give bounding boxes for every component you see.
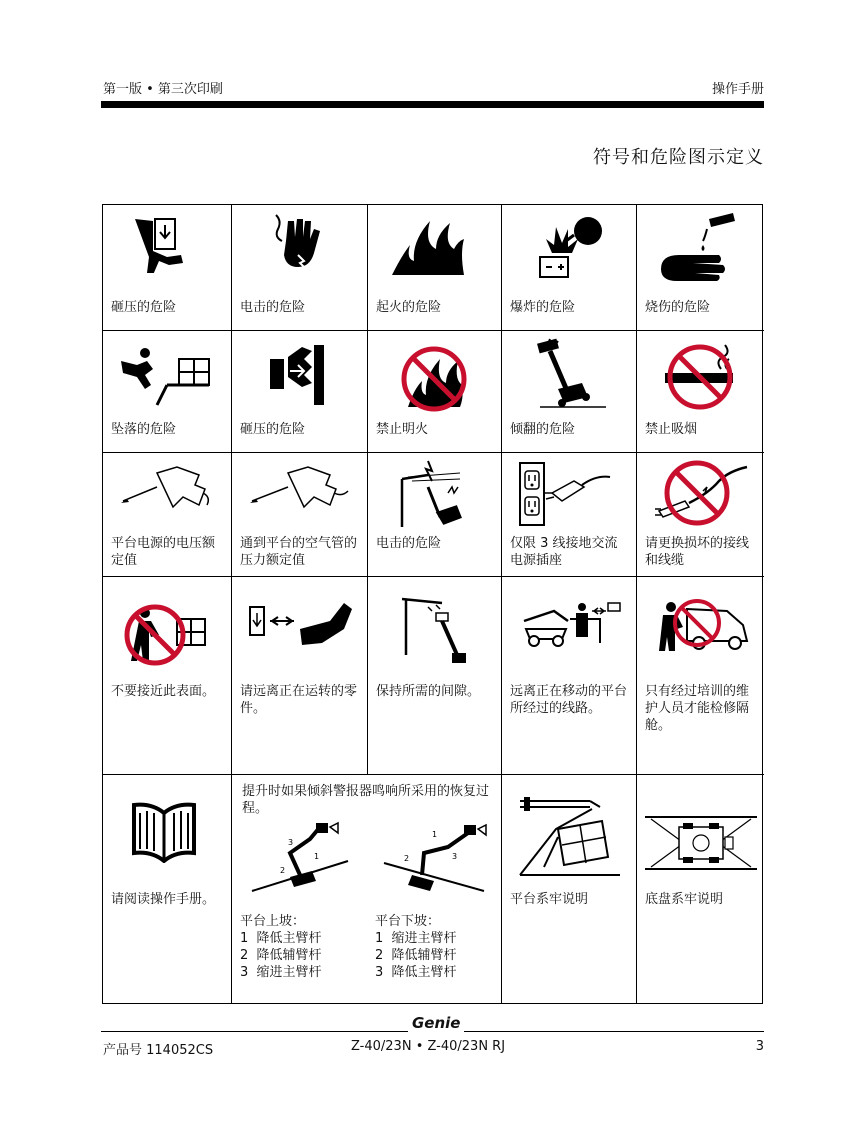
symbol-label: 电击的危险 bbox=[240, 300, 306, 315]
symbol-cell bbox=[103, 205, 232, 331]
symbol-cell bbox=[637, 331, 764, 453]
hazard-symbol-table bbox=[102, 204, 763, 1004]
symbol-label: 底盘系牢说明 bbox=[645, 892, 724, 907]
symbol-label: 请阅读操作手册。 bbox=[111, 892, 216, 907]
footer-part-number: 产品号 114052CS bbox=[103, 1043, 214, 1058]
symbol-label: 平台系牢说明 bbox=[510, 892, 589, 907]
symbol-cell bbox=[502, 577, 637, 775]
genie-logo: Genie bbox=[408, 1014, 464, 1032]
uphill-heading: 平台上坡： bbox=[240, 914, 306, 929]
symbol-cell bbox=[368, 205, 502, 331]
recovery-title: 提升时如果倾斜警报器鸣响所采用的恢复过程。 bbox=[242, 784, 490, 816]
symbol-cell bbox=[103, 577, 232, 775]
symbol-cell bbox=[502, 205, 637, 331]
crush-body-icon bbox=[266, 343, 332, 407]
uphill-step: 1 降低主臂杆 bbox=[240, 931, 322, 946]
symbol-label: 仅限 3 线接地交流电源插座 bbox=[510, 536, 618, 568]
downhill-recovery-diagram-icon bbox=[382, 821, 494, 893]
symbol-cell bbox=[637, 205, 764, 331]
symbol-label: 请更换损坏的接线和线缆 bbox=[645, 536, 750, 568]
air-line-icon bbox=[246, 463, 352, 523]
symbol-label: 起火的危险 bbox=[376, 300, 442, 315]
read-manual-icon bbox=[127, 801, 201, 863]
tilt-recovery-procedure bbox=[232, 775, 502, 1004]
symbol-cell bbox=[502, 331, 637, 453]
fire-icon bbox=[390, 211, 470, 277]
svg-text:1: 1 bbox=[314, 852, 320, 861]
fall-hazard-icon bbox=[117, 347, 213, 409]
symbol-cell bbox=[232, 453, 368, 577]
downhill-step: 1 缩进主臂杆 bbox=[375, 931, 457, 946]
symbol-label: 爆炸的危险 bbox=[510, 300, 576, 315]
uphill-recovery-diagram-icon bbox=[250, 821, 356, 893]
symbol-label: 电击的危险 bbox=[376, 536, 442, 551]
battery-explosion-icon bbox=[528, 211, 608, 283]
symbol-cell bbox=[368, 331, 502, 453]
footer-page-number: 3 bbox=[755, 1039, 764, 1054]
platform-tiedown-icon bbox=[518, 793, 622, 877]
keep-away-surface-icon bbox=[121, 603, 211, 667]
platform-path-icon bbox=[522, 597, 622, 649]
symbol-label: 坠落的危险 bbox=[111, 422, 177, 437]
electrocution-hand-icon bbox=[268, 211, 330, 279]
symbol-cell bbox=[502, 453, 637, 577]
page-title: 符号和危险图示定义 bbox=[593, 147, 764, 168]
symbol-cell bbox=[368, 453, 502, 577]
symbol-cell bbox=[232, 205, 368, 331]
symbol-cell bbox=[637, 453, 764, 577]
header-edition: 第一版 • 第三次印刷 bbox=[103, 82, 223, 97]
footer-model: Z-40/23N • Z-40/23N RJ bbox=[351, 1039, 506, 1054]
symbol-cell bbox=[637, 775, 764, 1004]
symbol-label: 平台电源的电压额定值 bbox=[111, 536, 216, 568]
symbol-label: 只有经过培训的维护人员才能检修隔舱。 bbox=[645, 684, 750, 733]
symbol-cell bbox=[103, 453, 232, 577]
downhill-heading: 平台下坡： bbox=[375, 914, 441, 929]
symbol-label: 通到平台的空气管的压力额定值 bbox=[240, 536, 358, 568]
crush-hand-icon bbox=[131, 211, 201, 273]
symbol-label: 禁止明火 bbox=[376, 422, 429, 437]
tip-over-icon bbox=[530, 335, 610, 411]
clearance-icon bbox=[398, 593, 474, 669]
downhill-step: 3 降低主臂杆 bbox=[375, 965, 457, 980]
downhill-step: 2 降低辅臂杆 bbox=[375, 948, 457, 963]
symbol-cell bbox=[103, 331, 232, 453]
symbol-cell bbox=[232, 577, 368, 775]
chassis-tiedown-icon bbox=[643, 815, 759, 871]
symbol-label: 砸压的危险 bbox=[240, 422, 306, 437]
header-manual-title: 操作手册 bbox=[711, 82, 764, 97]
symbol-cell bbox=[103, 775, 232, 1004]
symbol-label: 保持所需的间隙。 bbox=[376, 684, 481, 699]
symbol-cell bbox=[637, 577, 764, 775]
uphill-step: 2 降低辅臂杆 bbox=[240, 948, 322, 963]
symbol-label: 请远离正在运转的零件。 bbox=[240, 684, 358, 716]
symbol-label: 烧伤的危险 bbox=[645, 300, 711, 315]
symbol-label: 远离正在移动的平台所经过的线路。 bbox=[510, 684, 628, 716]
grounded-outlet-icon bbox=[516, 459, 612, 529]
header-rule bbox=[101, 101, 764, 108]
no-smoking-icon bbox=[663, 341, 737, 413]
symbol-label: 不要接近此表面。 bbox=[111, 684, 216, 699]
moving-parts-icon bbox=[248, 601, 354, 651]
uphill-step: 3 缩进主臂杆 bbox=[240, 965, 322, 980]
damaged-cable-icon bbox=[653, 457, 749, 527]
trained-personnel-icon bbox=[657, 599, 753, 655]
svg-text:2: 2 bbox=[404, 854, 410, 863]
svg-text:1: 1 bbox=[432, 830, 438, 839]
symbol-label: 禁止吸烟 bbox=[645, 422, 698, 437]
symbol-cell bbox=[368, 577, 502, 775]
symbol-cell bbox=[502, 775, 637, 1004]
platform-power-icon bbox=[117, 463, 217, 523]
symbol-label: 砸压的危险 bbox=[111, 300, 177, 315]
svg-text:3: 3 bbox=[452, 852, 458, 861]
svg-text:2: 2 bbox=[280, 866, 286, 875]
power-line-icon bbox=[398, 457, 468, 531]
svg-text:3: 3 bbox=[288, 838, 294, 847]
no-flame-icon bbox=[398, 341, 470, 413]
chemical-burn-icon bbox=[659, 211, 739, 283]
symbol-cell bbox=[232, 331, 368, 453]
symbol-label: 倾翻的危险 bbox=[510, 422, 576, 437]
